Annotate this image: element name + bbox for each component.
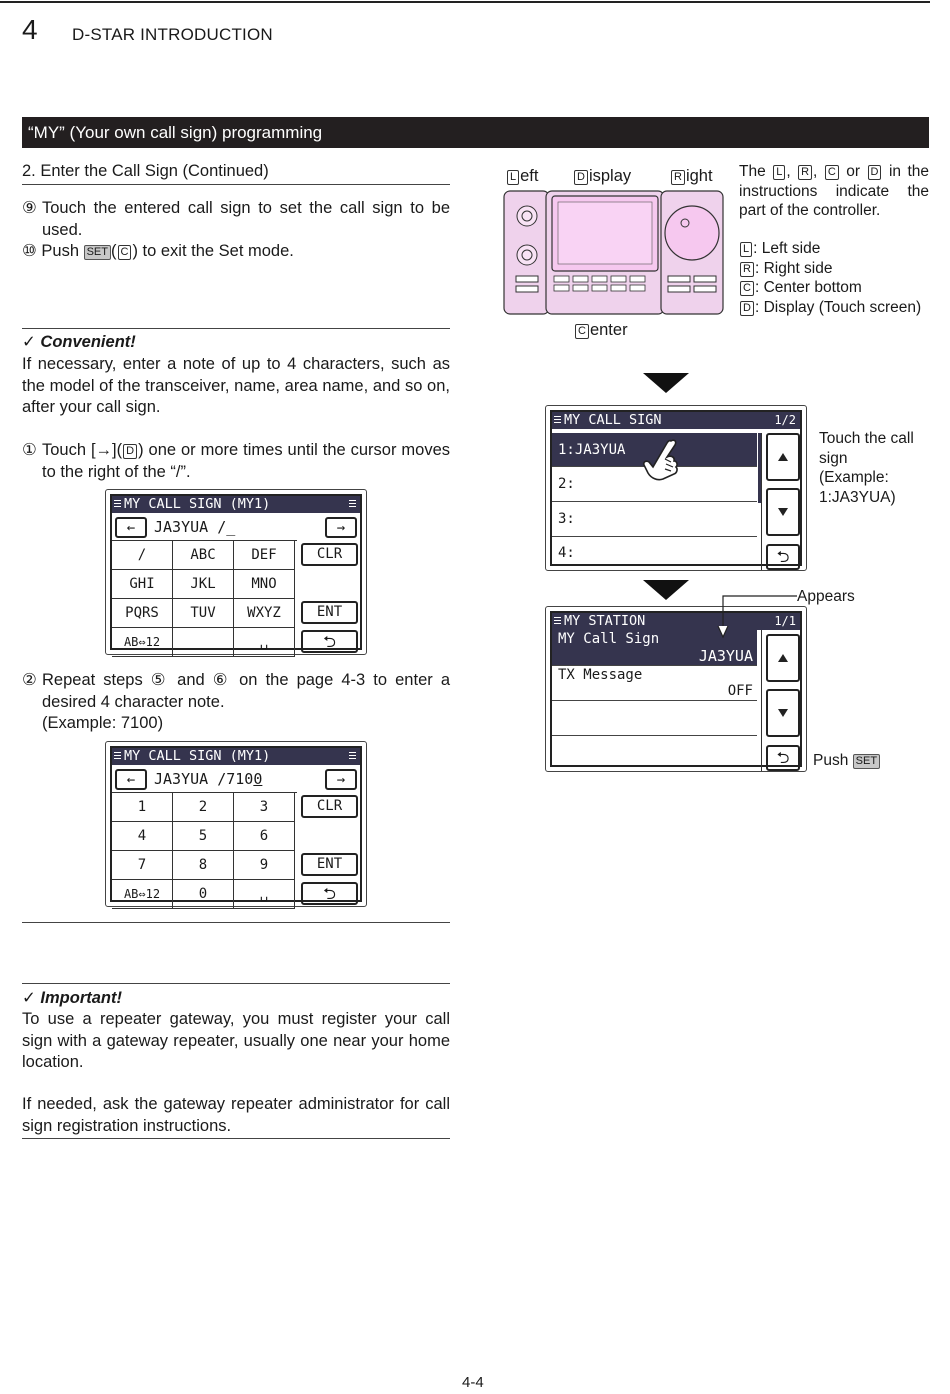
- step-10-number: ⑩: [22, 242, 37, 260]
- item-label: TX Message: [558, 667, 643, 683]
- ent-button[interactable]: ENT: [301, 853, 358, 876]
- legend-item: [739, 298, 921, 318]
- item-value: OFF: [727, 683, 753, 699]
- appears-label: Appears: [797, 588, 855, 605]
- chapter-title: D-STAR INTRODUCTION: [72, 25, 273, 44]
- key[interactable]: 1: [112, 793, 173, 822]
- screen-title: [112, 496, 360, 513]
- top-rule: [0, 1, 930, 3]
- key[interactable]: DEF: [234, 541, 295, 570]
- step-9: [22, 198, 450, 241]
- left-arrow-button[interactable]: ←: [115, 769, 147, 790]
- controller-illustration: [502, 188, 726, 318]
- key-l: L: [740, 242, 752, 257]
- label-left: [506, 166, 538, 188]
- key-d: D: [574, 170, 588, 185]
- step-9-text: Touch the entered call sign to set the call sign to be used.: [42, 199, 450, 239]
- divider: [22, 1138, 450, 1139]
- key[interactable]: TUV: [173, 599, 234, 628]
- legend-item: [739, 259, 921, 279]
- conv-step-1-pre: Touch [→](: [42, 441, 123, 459]
- tx-message-item[interactable]: [552, 666, 757, 701]
- key-c: C: [575, 324, 589, 339]
- screen-title-text: MY STATION: [564, 613, 646, 629]
- conv-step-1: [22, 440, 450, 483]
- step-10-post: ) to exit the Set mode.: [132, 242, 294, 260]
- touch-hand-icon: [641, 437, 683, 481]
- scroll-up-button[interactable]: [766, 433, 800, 481]
- key[interactable]: [173, 628, 234, 657]
- up-arrow-icon: [778, 654, 788, 662]
- cursor: _: [226, 518, 236, 536]
- label-center-text: enter: [589, 321, 628, 339]
- label-left-text: eft: [520, 167, 539, 185]
- menu-icon: [349, 500, 356, 509]
- menu-icon: [349, 752, 356, 761]
- left-arrow-button[interactable]: ←: [115, 517, 147, 538]
- entry-text: JA3YUA /710: [154, 770, 254, 788]
- divider: [22, 983, 450, 984]
- label-display: [573, 166, 631, 188]
- key[interactable]: 7: [112, 851, 173, 880]
- space-key[interactable]: ␣: [234, 628, 295, 657]
- desc-the: The: [739, 163, 766, 180]
- back-icon[interactable]: ⮌: [766, 544, 800, 570]
- screen-title-text: MY CALL SIGN (MY1): [124, 748, 271, 764]
- important-title: Important!: [40, 989, 122, 1007]
- right-arrow-button[interactable]: →: [325, 517, 357, 538]
- key[interactable]: 4: [112, 822, 173, 851]
- conv-step-2-number: ②: [22, 671, 37, 689]
- convenient-text: If necessary, enter a note of up to 4 characters, such as the model of the transceiver, name, area name, and so on, after your call sign.: [22, 355, 450, 416]
- clr-button[interactable]: CLR: [301, 795, 358, 818]
- cursor: 0: [253, 770, 263, 788]
- legend-item: [739, 239, 921, 259]
- key[interactable]: 3: [234, 793, 295, 822]
- mode-toggle-key[interactable]: AB⇔12: [112, 628, 173, 657]
- conv-step-2: [22, 670, 450, 735]
- keypad-screen-2: [105, 741, 367, 907]
- key-c: C: [740, 281, 754, 296]
- key[interactable]: 2: [173, 793, 234, 822]
- callsign-list-screen: [545, 405, 807, 571]
- screen-title-text: MY CALL SIGN (MY1): [124, 496, 271, 512]
- left-knob-icon: [517, 245, 537, 265]
- down-arrow-icon: [778, 709, 788, 717]
- convenient-title: Convenient!: [40, 333, 136, 351]
- key-r: R: [740, 262, 754, 277]
- scroll-down-button[interactable]: [766, 488, 800, 536]
- important-text-1: To use a repeater gateway, you must register your call sign with a gateway repeater, usually one near your home location.: [22, 1010, 450, 1071]
- clr-button[interactable]: CLR: [301, 543, 358, 566]
- list-item[interactable]: 3:: [552, 502, 757, 537]
- key[interactable]: /: [112, 541, 173, 570]
- key[interactable]: 6: [234, 822, 295, 851]
- step-9-number: ⑨: [22, 199, 37, 217]
- back-icon[interactable]: ⮌: [301, 882, 358, 905]
- list-item[interactable]: 1:JA3YUA: [552, 433, 757, 467]
- page-indicator: 1/1: [774, 614, 796, 628]
- divider: [22, 184, 450, 185]
- paren: (: [111, 242, 117, 260]
- controller-description: The L , R , C or D in the instructions indicate the part of the controller.: [739, 163, 930, 219]
- legend-text: : Left side: [753, 240, 821, 257]
- screen-title-text: MY CALL SIGN: [564, 412, 662, 428]
- conv-step-2-example: (Example: 7100): [42, 714, 164, 732]
- key-grid: [112, 540, 297, 658]
- key[interactable]: 0: [173, 880, 234, 909]
- scroll-down-button[interactable]: [766, 689, 800, 737]
- main-dial-icon: [665, 206, 719, 260]
- left-knob-icon: [517, 206, 537, 226]
- entry-field[interactable]: [154, 518, 235, 536]
- conv-step-1-number: ①: [22, 441, 37, 459]
- page-indicator: 1/2: [774, 413, 796, 427]
- screen-title: [112, 748, 360, 765]
- key[interactable]: 8: [173, 851, 234, 880]
- mode-toggle-key[interactable]: AB⇔12: [112, 880, 173, 909]
- space-key[interactable]: ␣: [234, 880, 295, 909]
- important-text-2: If needed, ask the gateway repeater administrator for call sign registration instructions.: [22, 1095, 450, 1135]
- convenient-heading: [22, 332, 136, 354]
- set-key: SET: [84, 245, 111, 260]
- legend-text: : Right side: [754, 259, 833, 277]
- legend-text: : Display (Touch screen): [754, 299, 922, 317]
- down-arrow-icon: [643, 580, 689, 600]
- step-10: [22, 241, 450, 263]
- controller-legend: [739, 239, 921, 318]
- key-c: C: [118, 245, 132, 260]
- conv-step-2-text: Repeat steps ⑤ and ⑥ on the page 4-3 to enter a desired 4 character note.: [42, 671, 450, 711]
- key[interactable]: MNO: [234, 570, 295, 599]
- list-item[interactable]: 2:: [552, 467, 757, 502]
- key[interactable]: PQRS: [112, 599, 173, 628]
- label-right-text: ight: [685, 167, 713, 185]
- push-text: Push: [813, 752, 849, 769]
- menu-icon: [554, 416, 561, 425]
- ent-button[interactable]: ENT: [301, 601, 358, 624]
- chapter-number: 4: [22, 14, 38, 45]
- item-label: MY Call Sign: [558, 631, 660, 647]
- keypad-screen-1: [105, 489, 367, 655]
- down-arrow-icon: [778, 508, 788, 516]
- key-r: R: [671, 170, 685, 185]
- check-icon: ✓: [22, 989, 36, 1007]
- check-icon: ✓: [22, 333, 36, 351]
- key[interactable]: 9: [234, 851, 295, 880]
- menu-icon: [114, 752, 121, 761]
- list-item[interactable]: 4:: [558, 545, 575, 561]
- legend-item: [739, 278, 921, 298]
- desc-or: or: [846, 163, 861, 180]
- key-grid: [112, 792, 297, 910]
- back-icon[interactable]: ⮌: [301, 630, 358, 653]
- set-key: SET: [853, 754, 880, 769]
- legend-text: : Center bottom: [754, 279, 862, 297]
- key-d: D: [868, 165, 882, 180]
- touch-note: Touch the call sign (Example: 1:JA3YUA): [819, 430, 914, 507]
- label-right: [670, 166, 713, 188]
- key[interactable]: 5: [173, 822, 234, 851]
- entry-field[interactable]: [154, 770, 262, 788]
- divider: [22, 328, 450, 329]
- divider: [22, 922, 450, 923]
- key[interactable]: GHI: [112, 570, 173, 599]
- menu-icon: [554, 617, 561, 626]
- back-icon[interactable]: ⮌: [766, 745, 800, 771]
- key-l: L: [773, 165, 785, 180]
- key[interactable]: ABC: [173, 541, 234, 570]
- screen-title: [552, 412, 800, 429]
- right-arrow-button[interactable]: →: [325, 769, 357, 790]
- list-item[interactable]: [552, 701, 757, 736]
- conv-step-1-post: ) one or more times until the cursor moves to the right of the “/”.: [42, 441, 450, 481]
- key-r: R: [798, 165, 812, 180]
- key[interactable]: WXYZ: [234, 599, 295, 628]
- item-value: JA3YUA: [698, 647, 753, 665]
- entry-text: JA3YUA /: [154, 518, 227, 536]
- menu-icon: [114, 500, 121, 509]
- key-d: D: [740, 301, 754, 316]
- section-title: “MY” (Your own call sign) programming: [28, 123, 323, 142]
- list-item[interactable]: [552, 736, 757, 771]
- key-l: L: [507, 170, 519, 185]
- key[interactable]: JKL: [173, 570, 234, 599]
- step-10-pre: Push: [41, 242, 79, 260]
- label-center: [574, 320, 628, 342]
- appears-callout-line: [715, 590, 799, 642]
- up-arrow-icon: [778, 453, 788, 461]
- push-set-note: [813, 750, 880, 772]
- desc-rest: in the instructions indicate the part of the controller.: [739, 163, 930, 219]
- step-heading: 2. Enter the Call Sign (Continued): [22, 162, 269, 180]
- down-arrow-icon: [643, 373, 689, 393]
- key-d: D: [123, 444, 137, 459]
- label-display-text: isplay: [588, 167, 632, 185]
- important-heading: [22, 988, 122, 1010]
- key-c: C: [825, 165, 839, 180]
- page-number: 4-4: [462, 1374, 484, 1391]
